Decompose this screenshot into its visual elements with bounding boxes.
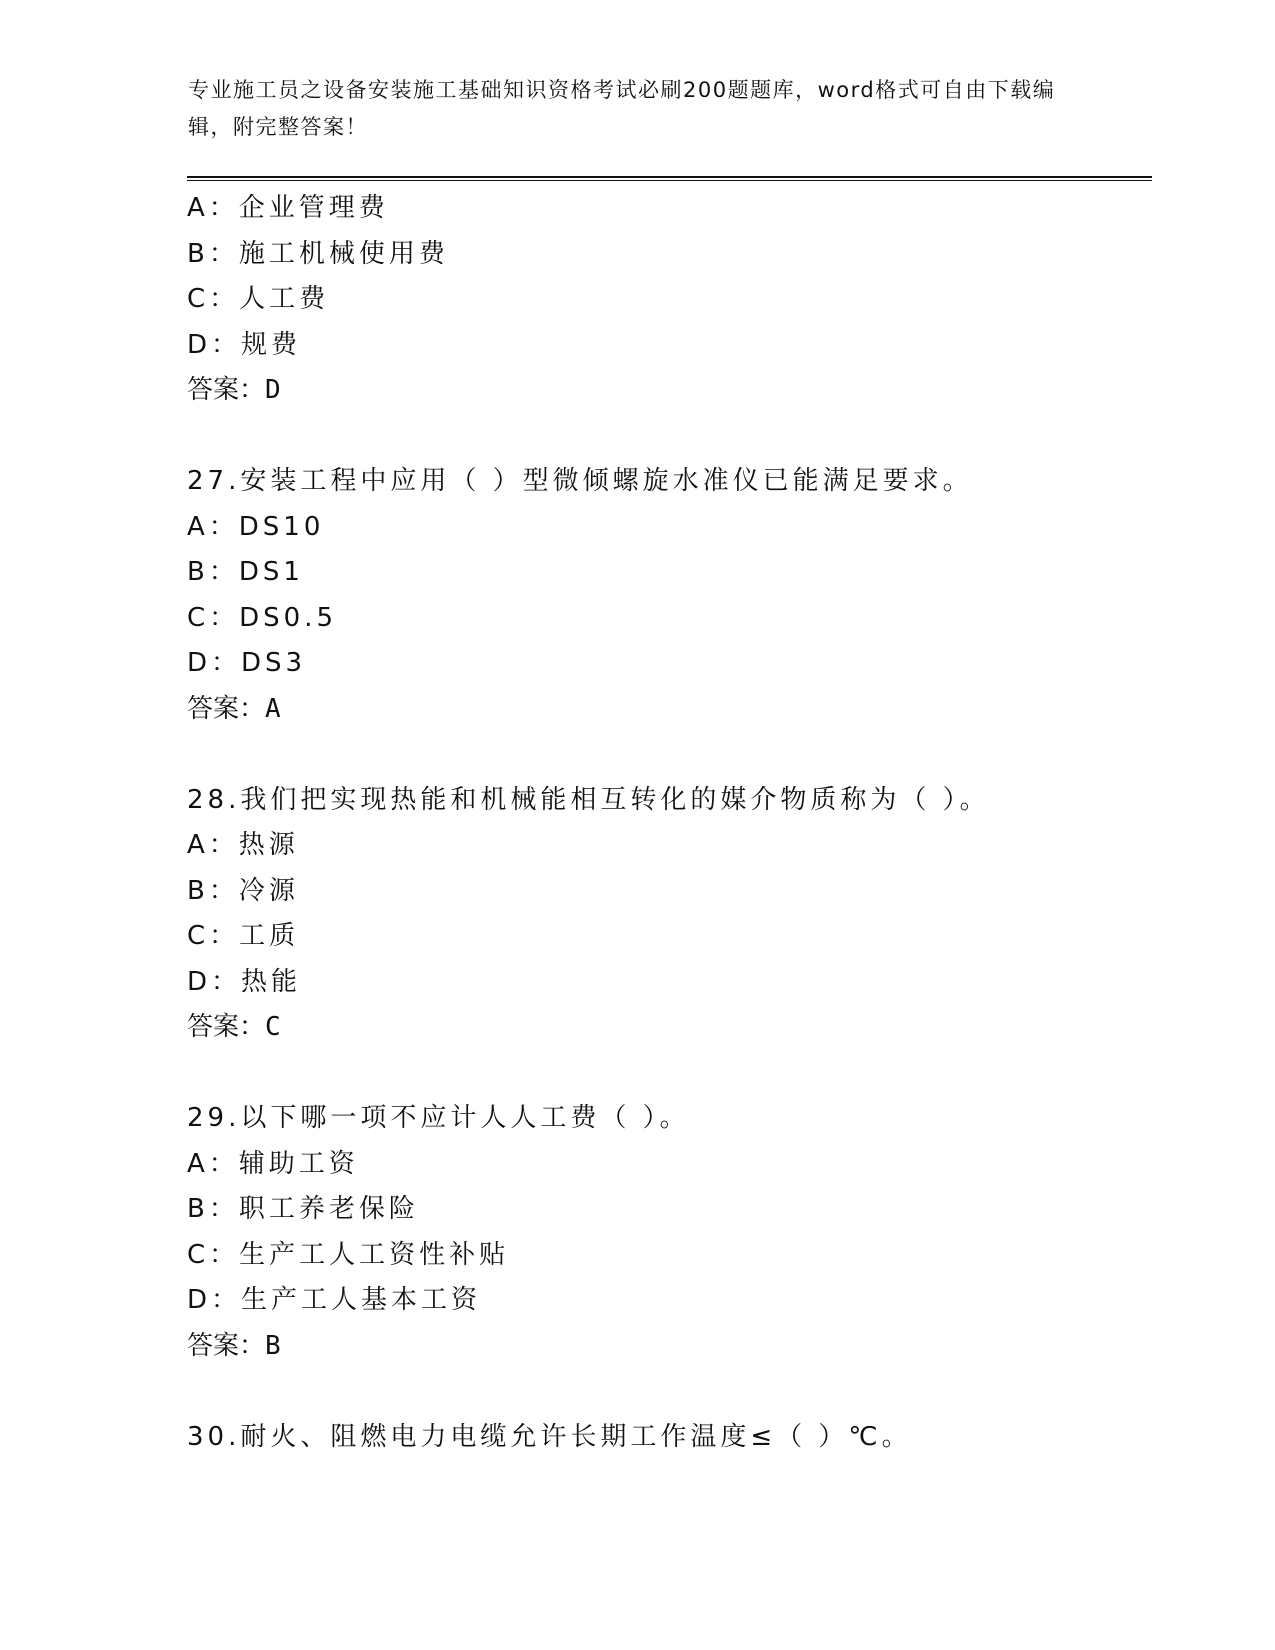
option-a: A：辅助工资 xyxy=(187,1148,359,1179)
option-a: A：DS10 xyxy=(187,511,325,542)
answer-line: 答案：D xyxy=(187,375,281,405)
question-26-continued xyxy=(187,186,1152,414)
option-c: C：人工费 xyxy=(187,284,330,314)
answer-line: 答案：B xyxy=(187,1330,281,1361)
question-stem: 27.安装工程中应用（ ）型微倾螺旋水准仪已能满足要求。 xyxy=(187,466,973,496)
question-list xyxy=(187,186,1152,1460)
question-stem: 30.耐火、阻燃电力电缆允许长期工作温度≤（ ）℃。 xyxy=(187,1421,912,1452)
header-divider xyxy=(187,176,1152,181)
question-28 xyxy=(187,778,1152,1051)
option-c: C：工质 xyxy=(187,921,300,951)
option-d: D：生产工人基本工资 xyxy=(187,1285,482,1315)
option-c: C：生产工人工资性补贴 xyxy=(187,1239,510,1270)
option-c: C：DS0.5 xyxy=(187,602,338,633)
option-a: A：热源 xyxy=(187,830,299,860)
document-header-title: 专业施工员之设备安装施工基础知识资格考试必刷200题题库，word格式可自由下载编辑，附完整答案！ xyxy=(188,78,1056,139)
option-d: D：规费 xyxy=(187,329,302,360)
option-b: B：职工养老保险 xyxy=(187,1194,419,1224)
option-a: A：企业管理费 xyxy=(187,193,389,223)
question-30 xyxy=(187,1415,1152,1461)
option-d: D：热能 xyxy=(187,966,302,997)
question-27 xyxy=(187,459,1152,732)
option-b: B：DS1 xyxy=(187,557,304,587)
option-b: B：冷源 xyxy=(187,875,299,906)
option-d: D：DS3 xyxy=(187,648,307,678)
question-stem: 28.我们把实现热能和机械能相互转化的媒介物质称为（ ）。 xyxy=(187,784,990,815)
question-stem: 29.以下哪一项不应计人人工费（ ）。 xyxy=(187,1103,690,1133)
question-29 xyxy=(187,1096,1152,1369)
answer-line: 答案：C xyxy=(187,1012,281,1042)
answer-line: 答案：A xyxy=(187,693,281,724)
option-b: B：施工机械使用费 xyxy=(187,238,449,269)
